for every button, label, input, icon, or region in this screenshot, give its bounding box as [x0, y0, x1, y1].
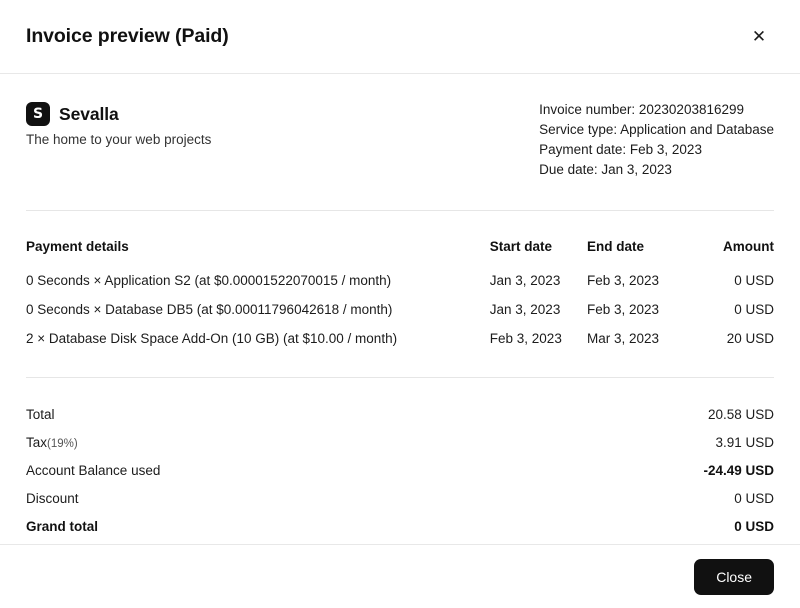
totals-divider — [26, 377, 774, 378]
payment-details-table — [26, 239, 774, 353]
invoice-header-section — [26, 100, 774, 180]
brand-row — [26, 102, 211, 126]
tax-label-text: Tax — [26, 434, 48, 450]
tax-value: 3.91 USD — [715, 434, 774, 450]
account-balance-row — [26, 456, 774, 484]
brand-tagline: The home to your web projects — [26, 132, 212, 147]
row-start-date: Feb 3, 2023 — [489, 331, 562, 346]
discount-value: 0 USD — [734, 490, 774, 506]
totals-section — [26, 400, 774, 540]
table-row — [26, 324, 774, 353]
tax-row — [26, 428, 774, 456]
total-row — [26, 400, 774, 428]
row-start-date: Jan 3, 2023 — [489, 302, 561, 317]
table-row — [26, 295, 774, 324]
close-icon-button[interactable] — [744, 22, 774, 52]
row-end-date: Feb 3, 2023 — [587, 273, 660, 288]
row-description: 2 × Database Disk Space Add-On (10 GB) (at $10.00 / month) — [26, 331, 398, 346]
column-header-description: Payment details — [26, 239, 129, 254]
close-button[interactable]: Close — [694, 559, 774, 595]
grand-total-value: 0 USD — [734, 518, 774, 534]
invoice-meta — [539, 100, 774, 180]
row-amount: 20 USD — [726, 331, 774, 346]
tax-rate: (19%) — [47, 437, 78, 450]
account-balance-value: -24.49 USD — [703, 462, 774, 478]
table-header-row — [26, 239, 774, 266]
column-header-start-date: Start date — [489, 239, 553, 254]
column-header-amount: Amount — [723, 239, 774, 254]
row-end-date: Mar 3, 2023 — [587, 331, 660, 346]
sevalla-logo-icon: S — [26, 102, 50, 126]
brand-block — [26, 100, 211, 147]
row-amount: 0 USD — [734, 302, 774, 317]
row-end-date: Feb 3, 2023 — [587, 302, 660, 317]
grand-total-row — [26, 512, 774, 540]
modal-footer — [0, 544, 800, 608]
account-balance-label: Account Balance used — [26, 462, 161, 478]
table-row — [26, 266, 774, 295]
brand-name: Sevalla — [59, 103, 119, 124]
modal-body — [0, 74, 800, 544]
service-type: Service type: Application and Database — [539, 122, 774, 137]
modal-header — [0, 0, 800, 74]
row-amount: 0 USD — [734, 273, 774, 288]
discount-row — [26, 484, 774, 512]
row-start-date: Jan 3, 2023 — [489, 273, 561, 288]
header-divider — [26, 210, 774, 211]
due-date: Due date: Jan 3, 2023 — [539, 162, 672, 177]
page-title: Invoice preview (Paid) — [26, 25, 229, 47]
row-description: 0 Seconds × Database DB5 (at $0.00011796042618 / month) — [26, 302, 393, 317]
grand-total-label: Grand total — [26, 518, 99, 534]
discount-label: Discount — [26, 490, 79, 506]
total-value: 20.58 USD — [707, 406, 774, 422]
close-icon: ✕ — [751, 27, 767, 46]
column-header-end-date: End date — [587, 239, 645, 254]
invoice-number: Invoice number: 20230203816299 — [539, 102, 745, 117]
tax-label — [26, 435, 78, 450]
payment-date: Payment date: Feb 3, 2023 — [539, 142, 702, 157]
total-label: Total — [26, 406, 55, 422]
row-description: 0 Seconds × Application S2 (at $0.00001522070015 / month) — [26, 273, 392, 288]
